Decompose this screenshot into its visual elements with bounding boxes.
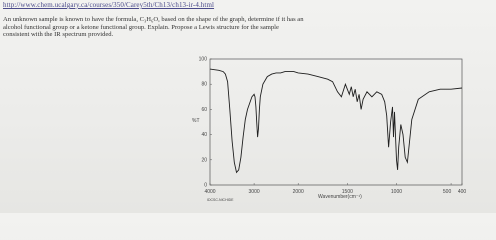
x-tick-label: 500 [442, 189, 452, 195]
x-tick-label: 3000 [248, 189, 260, 195]
y-axis-title: %T [192, 118, 200, 124]
ir-spectrum-series [210, 69, 462, 172]
question-text: An unknown sample is known to have the formula, C₃H₆O, based on the shape of the graph, determine if it has an alcohol functional group or a ketone functional group. Explain. Propose a Lewis structure for the sample consistent with the IR spectrum provided. [3, 16, 304, 39]
x-tick-label: 400 [457, 189, 467, 195]
x-tick-label: 4000 [204, 189, 216, 195]
y-tick-label: 20 [201, 157, 207, 164]
footer-label: IDCSC-NICHIDE [207, 198, 234, 202]
y-tick-label: 80 [201, 81, 207, 88]
y-tick-label: 0 [204, 182, 207, 189]
source-url-link[interactable]: http://www.chem.ucalgary.ca/courses/350/Carey5th/Ch13/ch13-ir-4.html [3, 1, 215, 9]
x-tick-label: 2000 [292, 189, 304, 195]
plot-frame [210, 59, 462, 185]
x-axis-title: Wavenumber(cm⁻¹) [318, 194, 362, 200]
y-tick-label: 40 [201, 132, 207, 139]
x-tick-label: 1000 [390, 189, 403, 195]
y-tick-label: 100 [198, 56, 207, 63]
x-tick-label: 1500 [341, 189, 353, 195]
y-tick-label: 60 [201, 106, 207, 113]
